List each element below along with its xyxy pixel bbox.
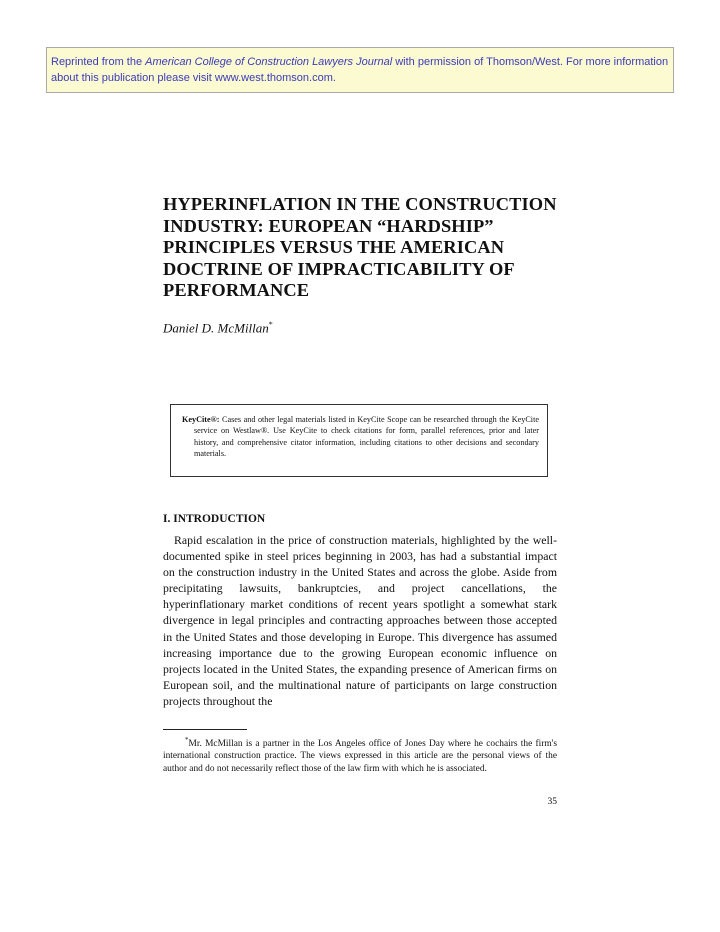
reprint-notice-banner [46,47,674,93]
banner-prefix: Reprinted from the [51,56,146,68]
article-author [163,320,273,336]
keycite-text: Cases and other legal materials listed in KeyCite Scope can be researched through the KeyCite service on Westlaw®. Use KeyCite to check citations for form, parallel references, prior and later history, and comprehensive citator information, including citations to other decisions and secondary materials. [194,415,539,459]
section-heading: I. INTRODUCTION [163,513,266,525]
keycite-notice-box [170,404,548,477]
footnote-text: Mr. McMillan is a partner in the Los Angeles office of Jones Day where he cochairs the firm's international construction practice. The views expressed in this article are the personal views of the author and do not necessarily reflect those of the law firm with which he is associated. [163,739,557,774]
introduction-paragraph: Rapid escalation in the price of construction materials, highlighted by the well-documented spike in steel prices beginning in 2003, has had a substantial impact on the construction industry in the United States and across the globe. Aside from precipitating lawsuits, bankruptcies, and project cancellations, the hyperinflationary market conditions of recent years spotlight a somewhat stark divergence in legal principles and contracting approaches between those accepted in the United States and those developing in Europe. This divergence has assumed increasing importance due to the growing European economic influence on projects located in the United States, the expanding presence of American firms on European soil, and the multinational nature of participants on large construction projects throughout the [163,533,557,708]
footnote-marker: * [185,736,189,744]
article-title: HYPERINFLATION IN THE CONSTRUCTION INDUSTRY: EUROPEAN “HARDSHIP” PRINCIPLES VERSUS THE AMERICAN DOCTRINE OF IMPRACTICABILITY OF PERFORMANCE [163,194,557,300]
page-number: 35 [547,797,557,807]
author-name: Daniel D. McMillan [163,320,269,336]
banner-journal-name: American College of Construction Lawyers Journal [145,56,393,68]
footnote-divider [163,729,247,730]
banner-suffix: with permission of Thomson/West. For more information about this publication please visit www.west.thomson.com. [51,56,669,84]
footnote [163,734,557,775]
author-footnote-marker: * [268,320,273,329]
keycite-label: KeyCite®: [182,415,220,424]
keycite-paragraph [182,414,539,460]
